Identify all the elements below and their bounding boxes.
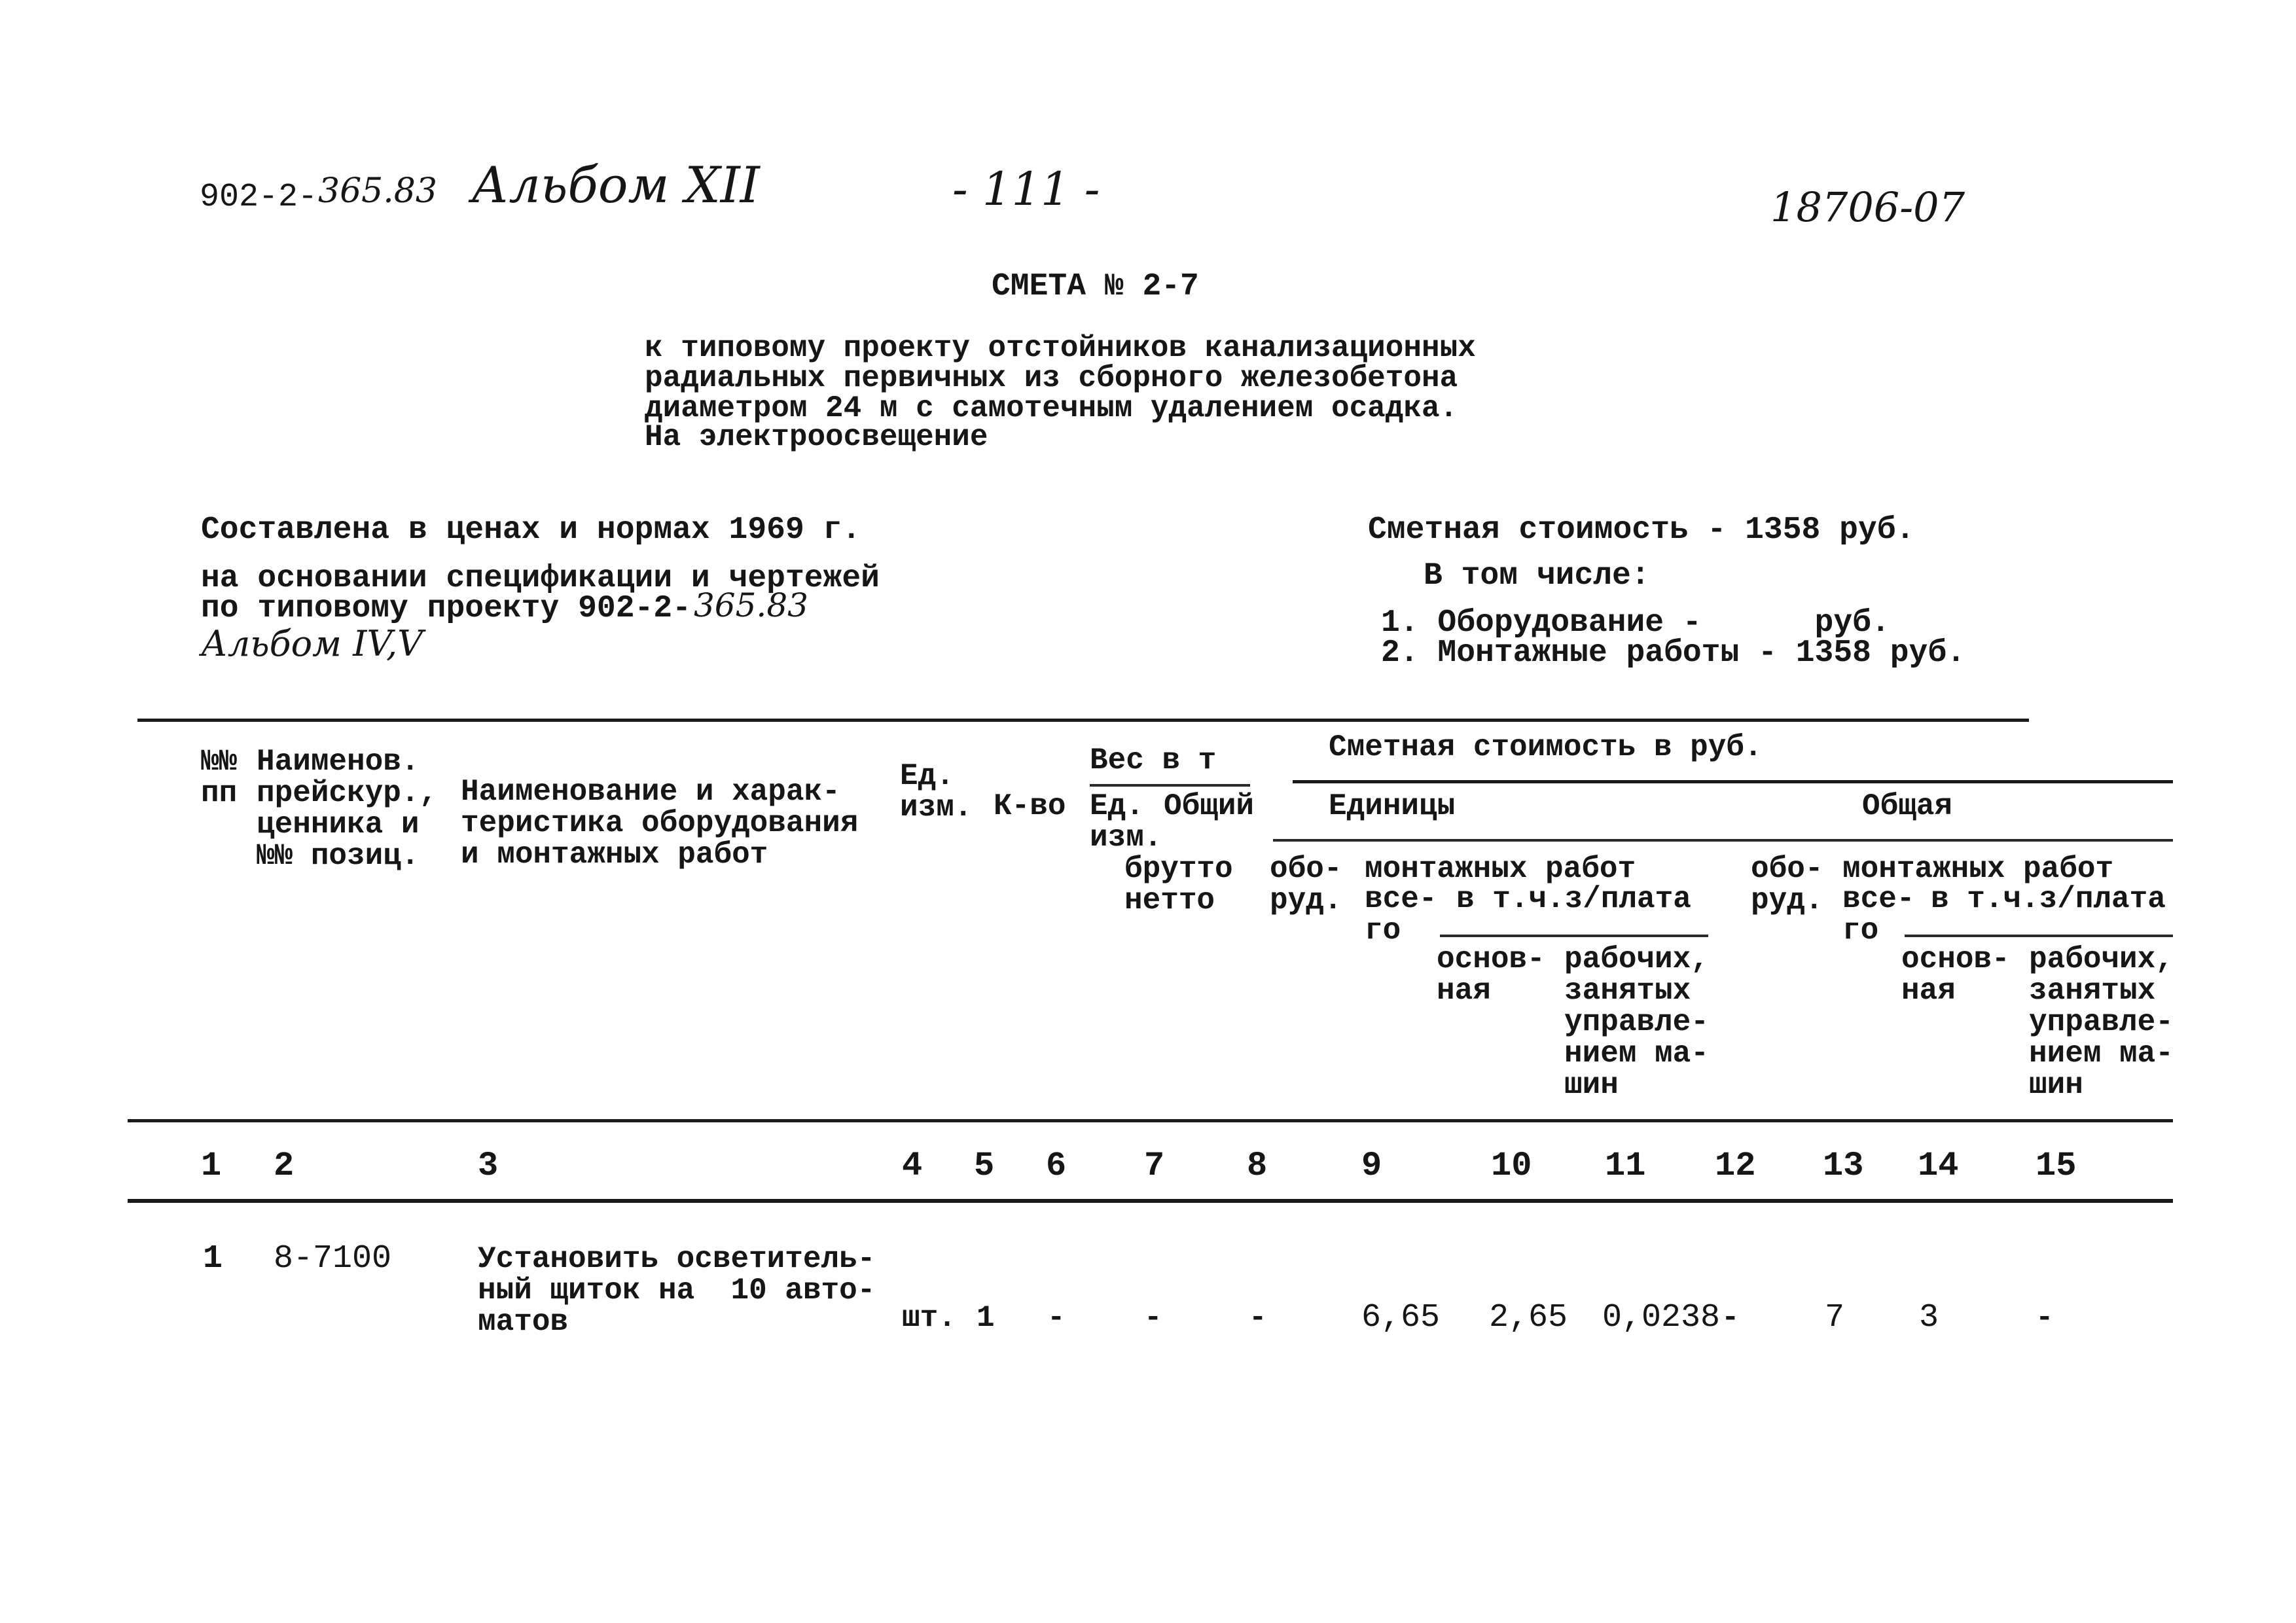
including-label: В том числе: [1424,558,1650,594]
column-number-6: 6 [1046,1147,1067,1185]
spec-basis-code-handwritten: 365.83 [694,586,808,624]
row-description: Установить осветитель- ный щиток на 10 авто- матов [478,1242,876,1339]
col-header-description: Наименование и харак- теристика оборудования и монтажных работ [461,775,859,872]
col-header-installation-unit: монтажных работ [1365,852,1636,886]
table-top-rule [137,719,2029,722]
album-reference: Альбом IV,V [201,623,423,664]
project-code-handwritten: 365.83 [318,171,437,211]
col-header-wages-unit: в т.ч.з/плата [1456,882,1691,916]
col-header-equipment-unit: обо- руд. [1270,852,1342,918]
row-number: 1 [203,1240,223,1277]
installation-cost: 2. Монтажные работы - 1358 руб. [1381,635,1965,671]
col-header-machine-wage-total: рабочих, занятых управле- нием ма- шин [2029,942,2174,1102]
col-header-number: №№ пп [201,745,238,810]
column-number-5: 5 [974,1147,995,1185]
column-numbers-rule [128,1199,2173,1203]
column-number-15: 15 [2036,1147,2077,1185]
column-number-4: 4 [902,1147,923,1185]
cost-group-rule [1293,780,2173,783]
column-number-14: 14 [1918,1147,1959,1185]
spec-basis-line-2: по типовому проекту 902-2- [201,591,691,626]
estimate-title: СМЕТА № 2-7 [992,269,1199,304]
total-cost-group-header: Общая [1862,789,1953,823]
column-number-10: 10 [1491,1147,1532,1185]
column-number-3: 3 [478,1147,499,1185]
col-header-wages-total: в т.ч.з/плата [1931,882,2166,916]
col-header-total-total: все- го [1842,882,1915,948]
brutto-netto-label: брутто нетто [1124,852,1233,918]
row-price-ref: 8-7100 [274,1240,392,1277]
weight-group-header: Вес в т [1090,743,1217,777]
col-header-price-ref: Наименов. прейскур., ценника и №№ позиц. [257,745,438,873]
spec-basis-line-1: на основании спецификации и чертежей [201,561,880,596]
column-number-9: 9 [1361,1147,1382,1185]
col-header-weight-total: Общий [1164,789,1255,823]
page-number: - 111 - [952,162,1100,216]
column-number-11: 11 [1605,1147,1646,1185]
prices-basis: Составлена в ценах и нормах 1969 г. [201,512,861,548]
estimated-cost-total: Сметная стоимость - 1358 руб. [1368,512,1915,548]
cost-group-header: Сметная стоимость в руб. [1329,730,1763,764]
incl-rule-2 [1905,935,2173,937]
col-header-equipment-total: обо- руд. [1751,852,1823,918]
estimate-subject-line-2: радиальных первичных из сборного железобетона [645,361,1458,395]
document-number: 18706-07 [1770,183,1965,231]
column-number-7: 7 [1144,1147,1165,1185]
unit-cost-group-header: Единицы [1329,789,1456,823]
col-header-unit: Ед. изм. [900,759,973,825]
row-equipment-unit: - [1249,1301,1267,1335]
weight-group-rule [1090,784,1250,787]
column-number-1: 1 [201,1147,222,1185]
row-basic-wage-unit: 2,65 [1489,1299,1568,1336]
unit-total-rule [1273,839,2173,842]
col-header-total-unit: все- го [1365,882,1437,948]
row-weight-total: - [1144,1301,1162,1335]
estimate-subject-line-1: к типовому проекту отстойников канализационных [645,331,1476,365]
row-equipment-total: - [1721,1301,1740,1335]
row-machine-wage-total: - [2036,1301,2054,1335]
header-bottom-rule [128,1119,2173,1122]
album-label: Альбом XII [471,156,760,214]
estimate-subject-line-4: На электроосвещение [645,420,988,454]
column-number-8: 8 [1247,1147,1268,1185]
col-header-basic-wage-unit: основ- ная [1437,942,1545,1008]
row-unit: шт. [902,1301,956,1335]
row-quantity: 1 [977,1301,995,1335]
column-number-12: 12 [1715,1147,1756,1185]
col-header-machine-wage-unit: рабочих, занятых управле- нием ма- шин [1564,942,1709,1102]
estimate-subject-line-3: диаметром 24 м с самотечным удалением осадка. [645,391,1458,425]
row-basic-wage-total: 3 [1919,1299,1939,1336]
col-header-weight-unit: Ед. изм. [1090,789,1162,855]
column-number-2: 2 [274,1147,295,1185]
project-code: 902-2- [200,179,318,216]
col-header-quantity: К-во [994,789,1066,823]
row-installation-total: 7 [1825,1299,1845,1336]
col-header-installation-total: монтажных работ [1842,852,2114,886]
equipment-cost: 1. Оборудование - руб. [1381,605,1890,641]
col-header-basic-wage-total: основ- ная [1901,942,2010,1008]
row-installation-unit: 6,65 [1361,1299,1441,1336]
incl-rule-1 [1440,935,1708,937]
row-weight-unit: - [1047,1301,1066,1335]
column-number-13: 13 [1823,1147,1864,1185]
row-machine-wage-unit: 0,0238 [1602,1299,1721,1336]
